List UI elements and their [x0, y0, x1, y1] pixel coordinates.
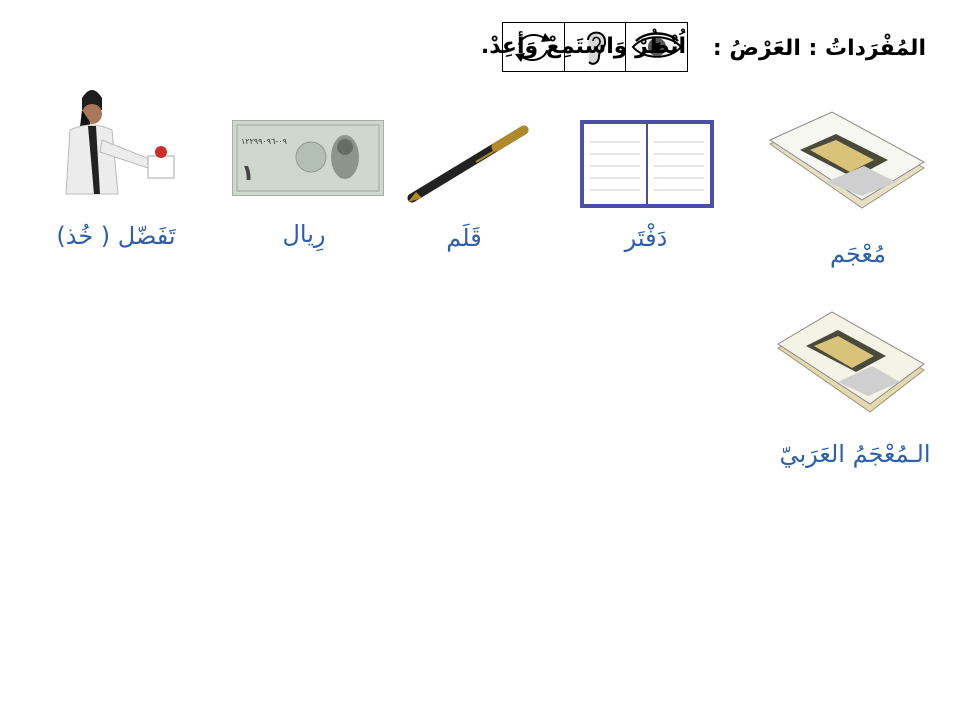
vocab-label-take: تَفَضّل ( خُذ) [56, 222, 176, 250]
banknote-serial: ٠٩-١٢٢٩٩٠٩٦ [241, 137, 287, 146]
arabic-dictionary-image [772, 308, 930, 424]
notebook-image [580, 120, 714, 212]
banknote-denomination: ١ [241, 161, 255, 186]
vocab-label-arabic-dictionary: الـمُعْجَمُ العَرَبيّ [779, 440, 931, 468]
dictionary-image [766, 110, 928, 216]
vocab-label-pen: قَلَم [446, 224, 482, 252]
section-title: المُفْرَداتُ : العَرْضُ : [712, 36, 926, 61]
riyal-banknote-image [232, 120, 384, 196]
vocab-label-riyal: رِيال [282, 220, 326, 248]
instruction-text: اُنْظُرْ وَاستَمِعْ وَأعِدْ. [480, 34, 686, 59]
vocab-label-dictionary: مُعْجَم [830, 240, 886, 268]
man-offering-gift-image [52, 82, 184, 202]
vocab-label-notebook: دَفْتَر [624, 224, 668, 252]
pen-image [406, 124, 530, 208]
